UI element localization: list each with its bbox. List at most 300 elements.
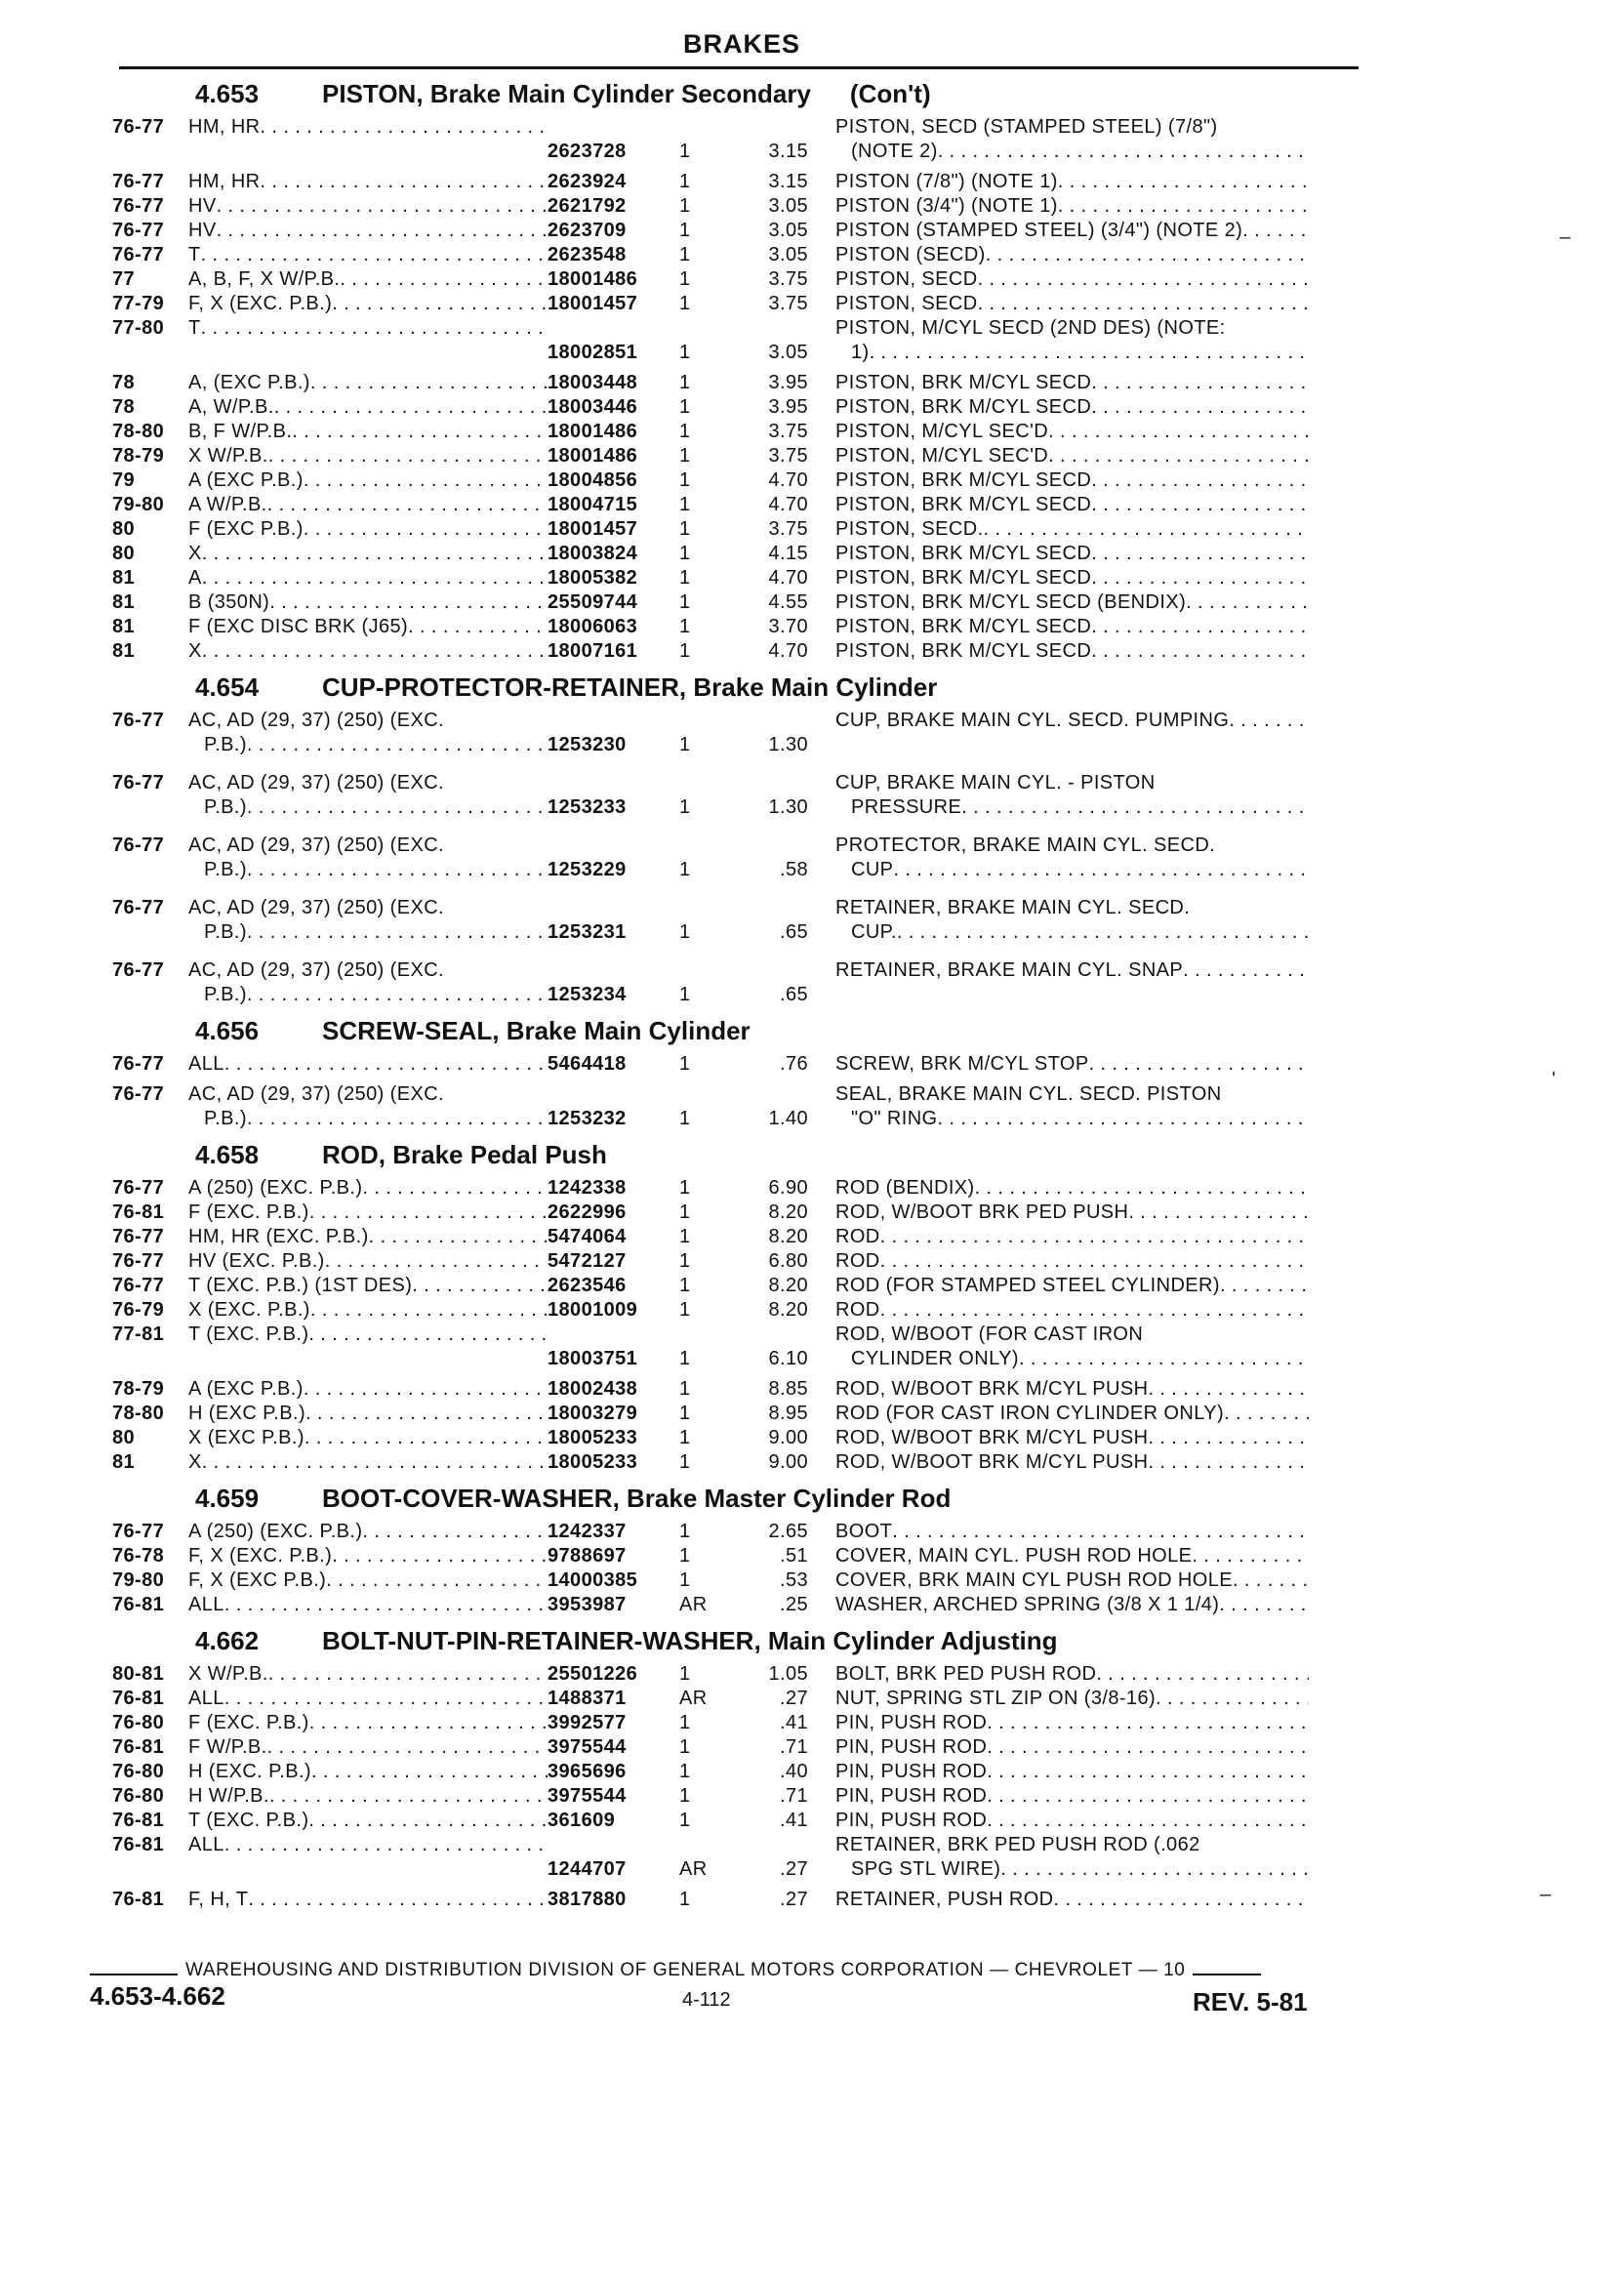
leader-dots bbox=[975, 1176, 1309, 1201]
quantity: 1 bbox=[679, 445, 691, 467]
part-name bbox=[835, 542, 1309, 566]
leader-dots bbox=[369, 1225, 548, 1249]
part-name-line: PISTON (SECD) . . . bbox=[835, 243, 1309, 267]
part-name-line: NUT, SPRING STL ZIP ON (3/8-16) . . . bbox=[835, 1687, 1309, 1711]
part-row bbox=[112, 1274, 1371, 1298]
part-row bbox=[112, 115, 1371, 164]
leader-dots bbox=[201, 243, 548, 267]
leader-dots bbox=[304, 1426, 548, 1450]
leader-dots bbox=[202, 566, 548, 590]
part-name bbox=[835, 1711, 1309, 1735]
part-row bbox=[112, 834, 1371, 882]
part-name bbox=[835, 1377, 1309, 1402]
application-line: ALL . . . bbox=[188, 1052, 548, 1077]
model-years: 80 bbox=[112, 543, 136, 564]
part-row bbox=[112, 371, 1371, 395]
part-row bbox=[112, 1760, 1371, 1784]
part-name bbox=[835, 639, 1309, 664]
part-name-line: ROD . . . bbox=[835, 1225, 1309, 1249]
application-line: A, W/P.B. . . . bbox=[188, 395, 548, 420]
leader-dots bbox=[269, 1784, 548, 1809]
price: 4.70 bbox=[768, 567, 808, 589]
application bbox=[188, 1377, 548, 1402]
price: .58 bbox=[779, 859, 808, 880]
price: 3.05 bbox=[768, 195, 808, 217]
leader-dots bbox=[880, 1298, 1309, 1323]
model-years: 76-77 bbox=[112, 959, 165, 981]
part-number: 1253232 bbox=[548, 1108, 627, 1129]
part-name bbox=[835, 1520, 1309, 1544]
part-name bbox=[835, 1888, 1309, 1912]
part-row bbox=[112, 1687, 1371, 1711]
price: 3.05 bbox=[768, 244, 808, 265]
price: .41 bbox=[779, 1712, 808, 1733]
price: 9.00 bbox=[768, 1427, 808, 1448]
model-years: 78-79 bbox=[112, 1378, 165, 1400]
part-number: 1253233 bbox=[548, 796, 627, 818]
leader-dots bbox=[247, 983, 548, 1007]
price: 3.70 bbox=[768, 616, 808, 637]
application-line: H (EXC. P.B.) . . . bbox=[188, 1760, 548, 1784]
part-number: 5474064 bbox=[548, 1226, 627, 1247]
leader-dots bbox=[987, 1784, 1309, 1809]
part-number: 18004715 bbox=[548, 494, 638, 515]
price: .41 bbox=[779, 1810, 808, 1831]
part-name-line: PIN, PUSH ROD . . . bbox=[835, 1760, 1309, 1784]
model-years: 76-77 bbox=[112, 244, 165, 265]
price: 4.55 bbox=[768, 591, 808, 613]
application bbox=[188, 1784, 548, 1809]
model-years: 76-80 bbox=[112, 1761, 165, 1782]
leader-dots bbox=[1091, 566, 1309, 590]
application-line: AC, AD (29, 37) (250) (EXC. bbox=[188, 959, 445, 981]
part-row bbox=[112, 194, 1371, 219]
price: 3.75 bbox=[768, 518, 808, 540]
leader-dots bbox=[217, 194, 548, 219]
part-number: 2621792 bbox=[548, 195, 627, 217]
leader-dots bbox=[248, 1888, 548, 1912]
leader-dots bbox=[1089, 1052, 1309, 1077]
application-line: F (EXC DISC BRK (J65) . . . bbox=[188, 615, 548, 639]
quantity: 1 bbox=[679, 1761, 691, 1782]
part-row bbox=[112, 243, 1371, 267]
footer-page-number: 4-112 bbox=[682, 1989, 731, 2011]
leader-dots bbox=[938, 1107, 1309, 1131]
leader-dots bbox=[1091, 615, 1309, 639]
model-years: 81 bbox=[112, 591, 136, 613]
leader-dots bbox=[938, 140, 1309, 164]
price: 4.70 bbox=[768, 494, 808, 515]
quantity: 1 bbox=[679, 734, 691, 755]
part-name bbox=[835, 1809, 1309, 1833]
part-name-line: RETAINER, PUSH ROD . . . bbox=[835, 1888, 1309, 1912]
model-years: 76-80 bbox=[112, 1785, 165, 1807]
part-name bbox=[835, 395, 1309, 420]
quantity: 1 bbox=[679, 1226, 691, 1247]
model-years: 76-77 bbox=[112, 1083, 165, 1105]
price: .71 bbox=[779, 1785, 808, 1807]
application-line: P.B.) . . . bbox=[188, 920, 548, 945]
application-line: HV (EXC. P.B.) . . . bbox=[188, 1249, 548, 1274]
leader-dots bbox=[1233, 1568, 1309, 1593]
leader-dots bbox=[224, 1687, 548, 1711]
part-name bbox=[835, 468, 1309, 493]
application bbox=[188, 1052, 548, 1077]
part-number: 18003751 bbox=[548, 1348, 638, 1369]
leader-dots bbox=[1224, 1402, 1309, 1426]
application-line: T . . . bbox=[188, 243, 548, 267]
part-name bbox=[835, 1426, 1309, 1450]
quantity: 1 bbox=[679, 342, 691, 363]
quantity: 1 bbox=[679, 1451, 691, 1473]
leader-dots bbox=[268, 1662, 548, 1687]
model-years: 76-77 bbox=[112, 1250, 165, 1272]
price: 2.65 bbox=[768, 1521, 808, 1542]
price: 8.85 bbox=[768, 1378, 808, 1400]
application bbox=[188, 1082, 548, 1131]
section-number: 4.658 bbox=[195, 1140, 260, 1169]
quantity: 1 bbox=[679, 1569, 691, 1591]
application bbox=[188, 493, 548, 517]
part-number: 1242338 bbox=[548, 1177, 627, 1199]
application-line: AC, AD (29, 37) (250) (EXC. bbox=[188, 897, 445, 918]
part-name bbox=[835, 1450, 1309, 1475]
part-row bbox=[112, 493, 1371, 517]
quantity: 1 bbox=[679, 1177, 691, 1199]
section-number: 4.656 bbox=[195, 1016, 260, 1045]
quantity: 1 bbox=[679, 1785, 691, 1807]
model-years: 79-80 bbox=[112, 1569, 165, 1591]
leader-dots bbox=[267, 1735, 548, 1760]
part-name-line: BOOT . . . bbox=[835, 1520, 1309, 1544]
part-name bbox=[835, 316, 1309, 365]
model-years: 80-81 bbox=[112, 1663, 165, 1685]
application bbox=[188, 1593, 548, 1617]
part-row bbox=[112, 1784, 1371, 1809]
model-years: 78 bbox=[112, 372, 136, 393]
price: .40 bbox=[779, 1761, 808, 1782]
quantity: 1 bbox=[679, 1348, 691, 1369]
part-name bbox=[835, 1544, 1309, 1568]
quantity: 1 bbox=[679, 469, 691, 491]
application bbox=[188, 243, 548, 267]
part-row bbox=[112, 420, 1371, 444]
quantity: 1 bbox=[679, 616, 691, 637]
application-line: A (250) (EXC. P.B.) . . . bbox=[188, 1520, 548, 1544]
part-number: 18001486 bbox=[548, 421, 638, 442]
part-name-line: CUP. . . . bbox=[835, 920, 1309, 945]
part-name-line: PISTON, SECD . . . bbox=[835, 267, 1309, 292]
leader-dots bbox=[292, 420, 548, 444]
part-row bbox=[112, 1052, 1371, 1077]
part-row bbox=[112, 517, 1371, 542]
model-years: 76-81 bbox=[112, 1201, 165, 1223]
application bbox=[188, 834, 548, 882]
part-name-line: RETAINER, BRK PED PUSH ROD (.062 bbox=[835, 1834, 1200, 1855]
model-years: 76-80 bbox=[112, 1712, 165, 1733]
model-years: 76-77 bbox=[112, 710, 165, 731]
leader-dots bbox=[247, 795, 548, 820]
model-years: 76-77 bbox=[112, 1521, 165, 1542]
quantity: 1 bbox=[679, 1427, 691, 1448]
part-number: 1253230 bbox=[548, 734, 627, 755]
part-row bbox=[112, 1426, 1371, 1450]
price: 6.10 bbox=[768, 1348, 808, 1369]
part-name bbox=[835, 1833, 1309, 1882]
application-line: F, H, T . . . bbox=[188, 1888, 548, 1912]
model-years: 76-81 bbox=[112, 1889, 165, 1910]
application-line: T (EXC. P.B.) . . . bbox=[188, 1323, 548, 1347]
price: .71 bbox=[779, 1736, 808, 1758]
part-name-line: ROD, W/BOOT BRK M/CYL PUSH . . . bbox=[835, 1377, 1309, 1402]
leader-dots bbox=[984, 517, 1309, 542]
application bbox=[188, 115, 548, 140]
model-years: 76-77 bbox=[112, 195, 165, 217]
quantity: AR bbox=[679, 1594, 708, 1615]
leader-dots bbox=[304, 1377, 548, 1402]
price: 9.00 bbox=[768, 1451, 808, 1473]
model-years: 77-79 bbox=[112, 293, 165, 314]
part-name-line: RETAINER, BRAKE MAIN CYL. SNAP . . . bbox=[835, 958, 1309, 983]
leader-dots bbox=[261, 115, 548, 140]
application-line: T . . . bbox=[188, 316, 548, 341]
part-name-line: PISTON, BRK M/CYL SECD . . . bbox=[835, 542, 1309, 566]
leader-dots bbox=[1183, 958, 1309, 983]
part-name bbox=[835, 896, 1309, 945]
application-line: F, X (EXC P.B.) . . . bbox=[188, 1568, 548, 1593]
part-name-line: PISTON, BRK M/CYL SECD . . . bbox=[835, 615, 1309, 639]
quantity: 1 bbox=[679, 1275, 691, 1296]
part-name bbox=[835, 615, 1309, 639]
model-years: 77-80 bbox=[112, 317, 165, 339]
section-title: BOLT-NUT-PIN-RETAINER-WASHER, Main Cylinder Adjusting bbox=[322, 1626, 1058, 1655]
application-line: F (EXC P.B.) . . . bbox=[188, 517, 548, 542]
price: .76 bbox=[779, 1053, 808, 1075]
part-name-line: (NOTE 2) . . . bbox=[835, 140, 1309, 164]
leader-dots bbox=[897, 920, 1309, 945]
quantity: 1 bbox=[679, 268, 691, 290]
price: 6.90 bbox=[768, 1177, 808, 1199]
part-number: 25501226 bbox=[548, 1663, 638, 1685]
part-number: 2623728 bbox=[548, 141, 627, 162]
part-number: 18003446 bbox=[548, 396, 638, 418]
application-line: P.B.) . . . bbox=[188, 733, 548, 757]
part-name bbox=[835, 590, 1309, 615]
application-line: P.B.) . . . bbox=[188, 858, 548, 882]
section-continued: (Con't) bbox=[849, 79, 931, 108]
leader-dots bbox=[247, 733, 548, 757]
model-years: 76-77 bbox=[112, 220, 165, 241]
part-name bbox=[835, 1225, 1309, 1249]
part-name-line: 1) . . . bbox=[835, 341, 1309, 365]
model-years: 76-77 bbox=[112, 1226, 165, 1247]
price: 3.75 bbox=[768, 268, 808, 290]
leader-dots bbox=[1091, 542, 1309, 566]
application bbox=[188, 292, 548, 316]
application bbox=[188, 1687, 548, 1711]
parts-catalog-body bbox=[112, 70, 1371, 1912]
application-line: P.B.) . . . bbox=[188, 983, 548, 1007]
quantity: AR bbox=[679, 1858, 708, 1880]
model-years: 76-81 bbox=[112, 1736, 165, 1758]
part-name bbox=[835, 115, 1309, 164]
leader-dots bbox=[202, 1450, 548, 1475]
part-name bbox=[835, 709, 1309, 733]
part-row bbox=[112, 1176, 1371, 1201]
application bbox=[188, 566, 548, 590]
leader-dots bbox=[987, 1711, 1309, 1735]
part-number: 3953987 bbox=[548, 1594, 627, 1615]
part-name bbox=[835, 1568, 1309, 1593]
part-number: 18005233 bbox=[548, 1427, 638, 1448]
part-number: 2623548 bbox=[548, 244, 627, 265]
leader-dots bbox=[202, 639, 548, 664]
leader-dots bbox=[408, 615, 548, 639]
leader-dots bbox=[247, 1107, 548, 1131]
part-name bbox=[835, 1176, 1309, 1201]
application-line: H (EXC P.B.) . . . bbox=[188, 1402, 548, 1426]
price: 1.05 bbox=[768, 1663, 808, 1685]
part-name-line: ROD, W/BOOT BRK M/CYL PUSH . . . bbox=[835, 1450, 1309, 1475]
model-years: 81 bbox=[112, 616, 136, 637]
part-row bbox=[112, 1662, 1371, 1687]
part-name bbox=[835, 1593, 1309, 1617]
part-number: 18005382 bbox=[548, 567, 638, 589]
part-name-line: PISTON, BRK M/CYL SECD . . . bbox=[835, 566, 1309, 590]
part-name-line: ROD . . . bbox=[835, 1249, 1309, 1274]
application bbox=[188, 1249, 548, 1274]
leader-dots bbox=[1048, 420, 1309, 444]
application bbox=[188, 709, 548, 757]
application-line: HM, HR (EXC. P.B.) . . . bbox=[188, 1225, 548, 1249]
part-number: 18003824 bbox=[548, 543, 638, 564]
part-name bbox=[835, 1784, 1309, 1809]
part-name bbox=[835, 1298, 1309, 1323]
application bbox=[188, 542, 548, 566]
part-name bbox=[835, 1249, 1309, 1274]
part-row bbox=[112, 1377, 1371, 1402]
leader-dots bbox=[268, 444, 548, 468]
application-line: X (EXC. P.B.) . . . bbox=[188, 1298, 548, 1323]
price: 6.80 bbox=[768, 1250, 808, 1272]
part-name-line: PROTECTOR, BRAKE MAIN CYL. SECD. bbox=[835, 835, 1216, 856]
part-name bbox=[835, 1687, 1309, 1711]
leader-dots bbox=[1000, 1857, 1309, 1882]
application-line: HM, HR . . . bbox=[188, 170, 548, 194]
price: .53 bbox=[779, 1569, 808, 1591]
part-number: 18005233 bbox=[548, 1451, 638, 1473]
part-name-line: PISTON (3/4") (NOTE 1) . . . bbox=[835, 194, 1309, 219]
leader-dots bbox=[309, 1711, 548, 1735]
application bbox=[188, 267, 548, 292]
footer-revision: REV. 5-81 bbox=[1193, 1987, 1308, 2016]
application-line: F W/P.B. . . . bbox=[188, 1735, 548, 1760]
part-name-line: PISTON, SECD. . . . bbox=[835, 517, 1309, 542]
application bbox=[188, 1888, 548, 1912]
application bbox=[188, 1520, 548, 1544]
price: 8.20 bbox=[768, 1275, 808, 1296]
price: 3.75 bbox=[768, 445, 808, 467]
leader-dots bbox=[1128, 1201, 1309, 1225]
part-number: 18001457 bbox=[548, 293, 638, 314]
application bbox=[188, 1225, 548, 1249]
quantity: 1 bbox=[679, 984, 691, 1005]
application-line: X . . . bbox=[188, 639, 548, 664]
margin-mark: – bbox=[1560, 226, 1571, 248]
quantity: 1 bbox=[679, 567, 691, 589]
part-name-line: "O" RING . . . bbox=[835, 1107, 1309, 1131]
quantity: 1 bbox=[679, 1712, 691, 1733]
part-row bbox=[112, 170, 1371, 194]
part-name-line: ROD, W/BOOT (FOR CAST IRON bbox=[835, 1323, 1144, 1345]
quantity: 1 bbox=[679, 1736, 691, 1758]
part-number: 1488371 bbox=[548, 1688, 627, 1709]
section-number: 4.662 bbox=[195, 1626, 260, 1655]
part-name-line: CYLINDER ONLY) . . . bbox=[835, 1347, 1309, 1371]
section-heading bbox=[112, 1477, 1371, 1520]
part-number: 2623546 bbox=[548, 1275, 627, 1296]
price: 8.20 bbox=[768, 1226, 808, 1247]
application bbox=[188, 1809, 548, 1833]
quantity: 1 bbox=[679, 1403, 691, 1424]
section-heading bbox=[112, 666, 1371, 709]
application-line: HV . . . bbox=[188, 219, 548, 243]
leader-dots bbox=[224, 1052, 548, 1077]
part-row bbox=[112, 566, 1371, 590]
section-heading bbox=[112, 1009, 1371, 1052]
section-title: BOOT-COVER-WASHER, Brake Master Cylinder Rod bbox=[322, 1484, 952, 1513]
footer-division: WAREHOUSING AND DISTRIBUTION DIVISION OF GENERAL MOTORS CORPORATION — CHEVROLET — 10 bbox=[185, 1960, 1186, 1980]
leader-dots bbox=[1219, 1593, 1309, 1617]
application-line: F (EXC. P.B.) . . . bbox=[188, 1201, 548, 1225]
application bbox=[188, 1711, 548, 1735]
price: 1.30 bbox=[768, 734, 808, 755]
quantity: 1 bbox=[679, 859, 691, 880]
part-name bbox=[835, 566, 1309, 590]
part-name bbox=[835, 1274, 1309, 1298]
part-number: 1244707 bbox=[548, 1858, 627, 1880]
part-row bbox=[112, 709, 1371, 757]
application-line: ALL . . . bbox=[188, 1833, 548, 1857]
part-name-line: ROD, W/BOOT BRK PED PUSH . . . bbox=[835, 1201, 1309, 1225]
part-name-line: PIN, PUSH ROD . . . bbox=[835, 1809, 1309, 1833]
leader-dots bbox=[987, 1809, 1309, 1833]
section-heading bbox=[112, 1619, 1371, 1662]
price: 3.75 bbox=[768, 421, 808, 442]
quantity: 1 bbox=[679, 1053, 691, 1075]
part-row bbox=[112, 1520, 1371, 1544]
part-row bbox=[112, 958, 1371, 1007]
quantity: 1 bbox=[679, 171, 691, 192]
price: 3.15 bbox=[768, 141, 808, 162]
leader-dots bbox=[1192, 1544, 1309, 1568]
leader-dots bbox=[880, 1225, 1309, 1249]
quantity: 1 bbox=[679, 195, 691, 217]
model-years: 78-80 bbox=[112, 421, 165, 442]
part-number: 5472127 bbox=[548, 1250, 627, 1272]
price: 4.70 bbox=[768, 640, 808, 662]
model-years: 77-81 bbox=[112, 1323, 165, 1345]
part-number: 14000385 bbox=[548, 1569, 638, 1591]
part-name-line: COVER, MAIN CYL. PUSH ROD HOLE . . . bbox=[835, 1544, 1309, 1568]
part-name bbox=[835, 371, 1309, 395]
model-years: 76-79 bbox=[112, 1299, 165, 1321]
part-name-line: SCREW, BRK M/CYL STOP . . . bbox=[835, 1052, 1309, 1077]
application bbox=[188, 1735, 548, 1760]
section-title: ROD, Brake Pedal Push bbox=[322, 1140, 607, 1169]
model-years: 76-81 bbox=[112, 1594, 165, 1615]
leader-dots bbox=[1091, 371, 1309, 395]
